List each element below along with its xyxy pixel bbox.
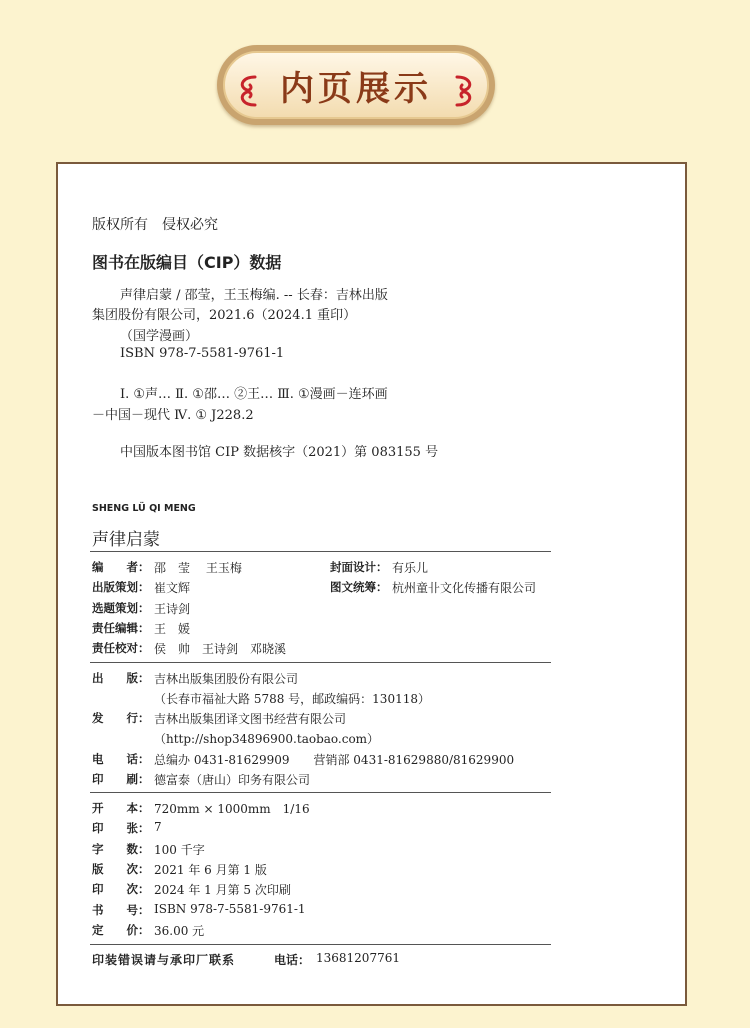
cip-line: 中国版本图书馆 CIP 数据核字（2021）第 083155 号 bbox=[120, 445, 439, 460]
publisher-value: 德富泰（唐山）印务有限公司 bbox=[154, 773, 311, 787]
credit-value: 杭州童卝文化传播有限公司 bbox=[392, 581, 537, 595]
credit-value: 王 媛 bbox=[154, 622, 191, 636]
spec-label: 开 本： bbox=[92, 801, 150, 815]
credit-label: 编 者： bbox=[92, 560, 150, 574]
header-title: 内页展示 bbox=[280, 68, 432, 109]
credit-label: 责任编辑： bbox=[92, 621, 150, 635]
spec-label: 版 次： bbox=[92, 862, 150, 876]
cip-line: 声律启蒙 / 邵莹，王玉梅编. -- 长春：吉林出版 bbox=[120, 288, 388, 303]
credit-label: 图文统筹： bbox=[330, 580, 388, 594]
footer-note: 印装错误请与承印厂联系 bbox=[92, 953, 236, 967]
spec-value: 2021 年 6 月第 1 版 bbox=[154, 863, 267, 877]
spec-value: 720mm × 1000mm 1/16 bbox=[154, 802, 310, 816]
credit-label: 责任校对： bbox=[92, 641, 150, 655]
spec-value: 100 千字 bbox=[154, 843, 205, 857]
spec-label: 定 价： bbox=[92, 923, 150, 937]
cip-line: －中国－现代 Ⅳ. ① J228.2 bbox=[92, 408, 254, 423]
credit-value: 邵 莹 王玉梅 bbox=[154, 561, 242, 575]
footer-phone: 13681207761 bbox=[316, 951, 400, 965]
spec-value: 2024 年 1 月第 5 次印刷 bbox=[154, 883, 291, 897]
publisher-label: 电 话： bbox=[92, 752, 150, 766]
divider bbox=[90, 551, 551, 552]
spec-label: 书 号： bbox=[92, 903, 150, 917]
credit-label: 出版策划： bbox=[92, 580, 150, 594]
spec-label: 字 数： bbox=[92, 842, 150, 856]
divider bbox=[90, 792, 551, 793]
copyright-page bbox=[56, 162, 687, 1006]
credit-value: 侯 帅 王诗剑 邓晓溪 bbox=[154, 642, 287, 656]
header-badge bbox=[217, 45, 495, 125]
publisher-label: 印 刷： bbox=[92, 772, 150, 786]
publisher-value: 吉林出版集团股份有限公司 bbox=[154, 672, 299, 686]
spec-value: ISBN 978-7-5581-9761-1 bbox=[154, 902, 306, 916]
publisher-value: 总编办 0431-81629909 营销部 0431-81629880/81629900 bbox=[154, 753, 515, 767]
divider bbox=[90, 944, 551, 945]
cip-heading: 图书在版编目（CIP）数据 bbox=[92, 253, 282, 272]
publisher-label: 出 版： bbox=[92, 671, 150, 685]
header-badge-inner bbox=[223, 51, 489, 119]
credit-label: 选题策划： bbox=[92, 601, 150, 615]
spec-value: 36.00 元 bbox=[154, 924, 205, 938]
publisher-value: 吉林出版集团译文图书经营有限公司 bbox=[154, 712, 347, 726]
divider bbox=[90, 662, 551, 663]
pinyin-title: SHENG LÜ QI MENG bbox=[92, 503, 196, 514]
copyright-notice: 版权所有 侵权必究 bbox=[92, 217, 218, 233]
publisher-label: 发 行： bbox=[92, 711, 150, 725]
scroll-ornament-icon bbox=[451, 73, 477, 109]
scroll-ornament-icon bbox=[235, 73, 261, 109]
credit-value: 有乐儿 bbox=[392, 561, 429, 575]
publisher-value: （http://shop34896900.taobao.com） bbox=[154, 732, 380, 746]
spec-label: 印 次： bbox=[92, 882, 150, 896]
credit-label: 封面设计： bbox=[330, 560, 388, 574]
credit-value: 王诗剑 bbox=[154, 602, 191, 616]
publisher-value: （长春市福祉大路 5788 号，邮政编码：130118） bbox=[154, 692, 430, 706]
footer-phone-label: 电话： bbox=[274, 953, 311, 967]
spec-value: 7 bbox=[154, 820, 162, 834]
cip-line: 集团股份有限公司，2021.6（2024.1 重印） bbox=[92, 308, 357, 323]
credit-value: 崔文辉 bbox=[154, 581, 191, 595]
spec-label: 印 张： bbox=[92, 821, 150, 835]
cip-line: Ⅰ. ①声… Ⅱ. ①邵… ②王… Ⅲ. ①漫画－连环画 bbox=[120, 387, 388, 402]
cip-line: （国学漫画） bbox=[120, 329, 199, 344]
cip-line: ISBN 978-7-5581-9761-1 bbox=[120, 346, 285, 361]
book-title: 声律启蒙 bbox=[92, 530, 160, 550]
